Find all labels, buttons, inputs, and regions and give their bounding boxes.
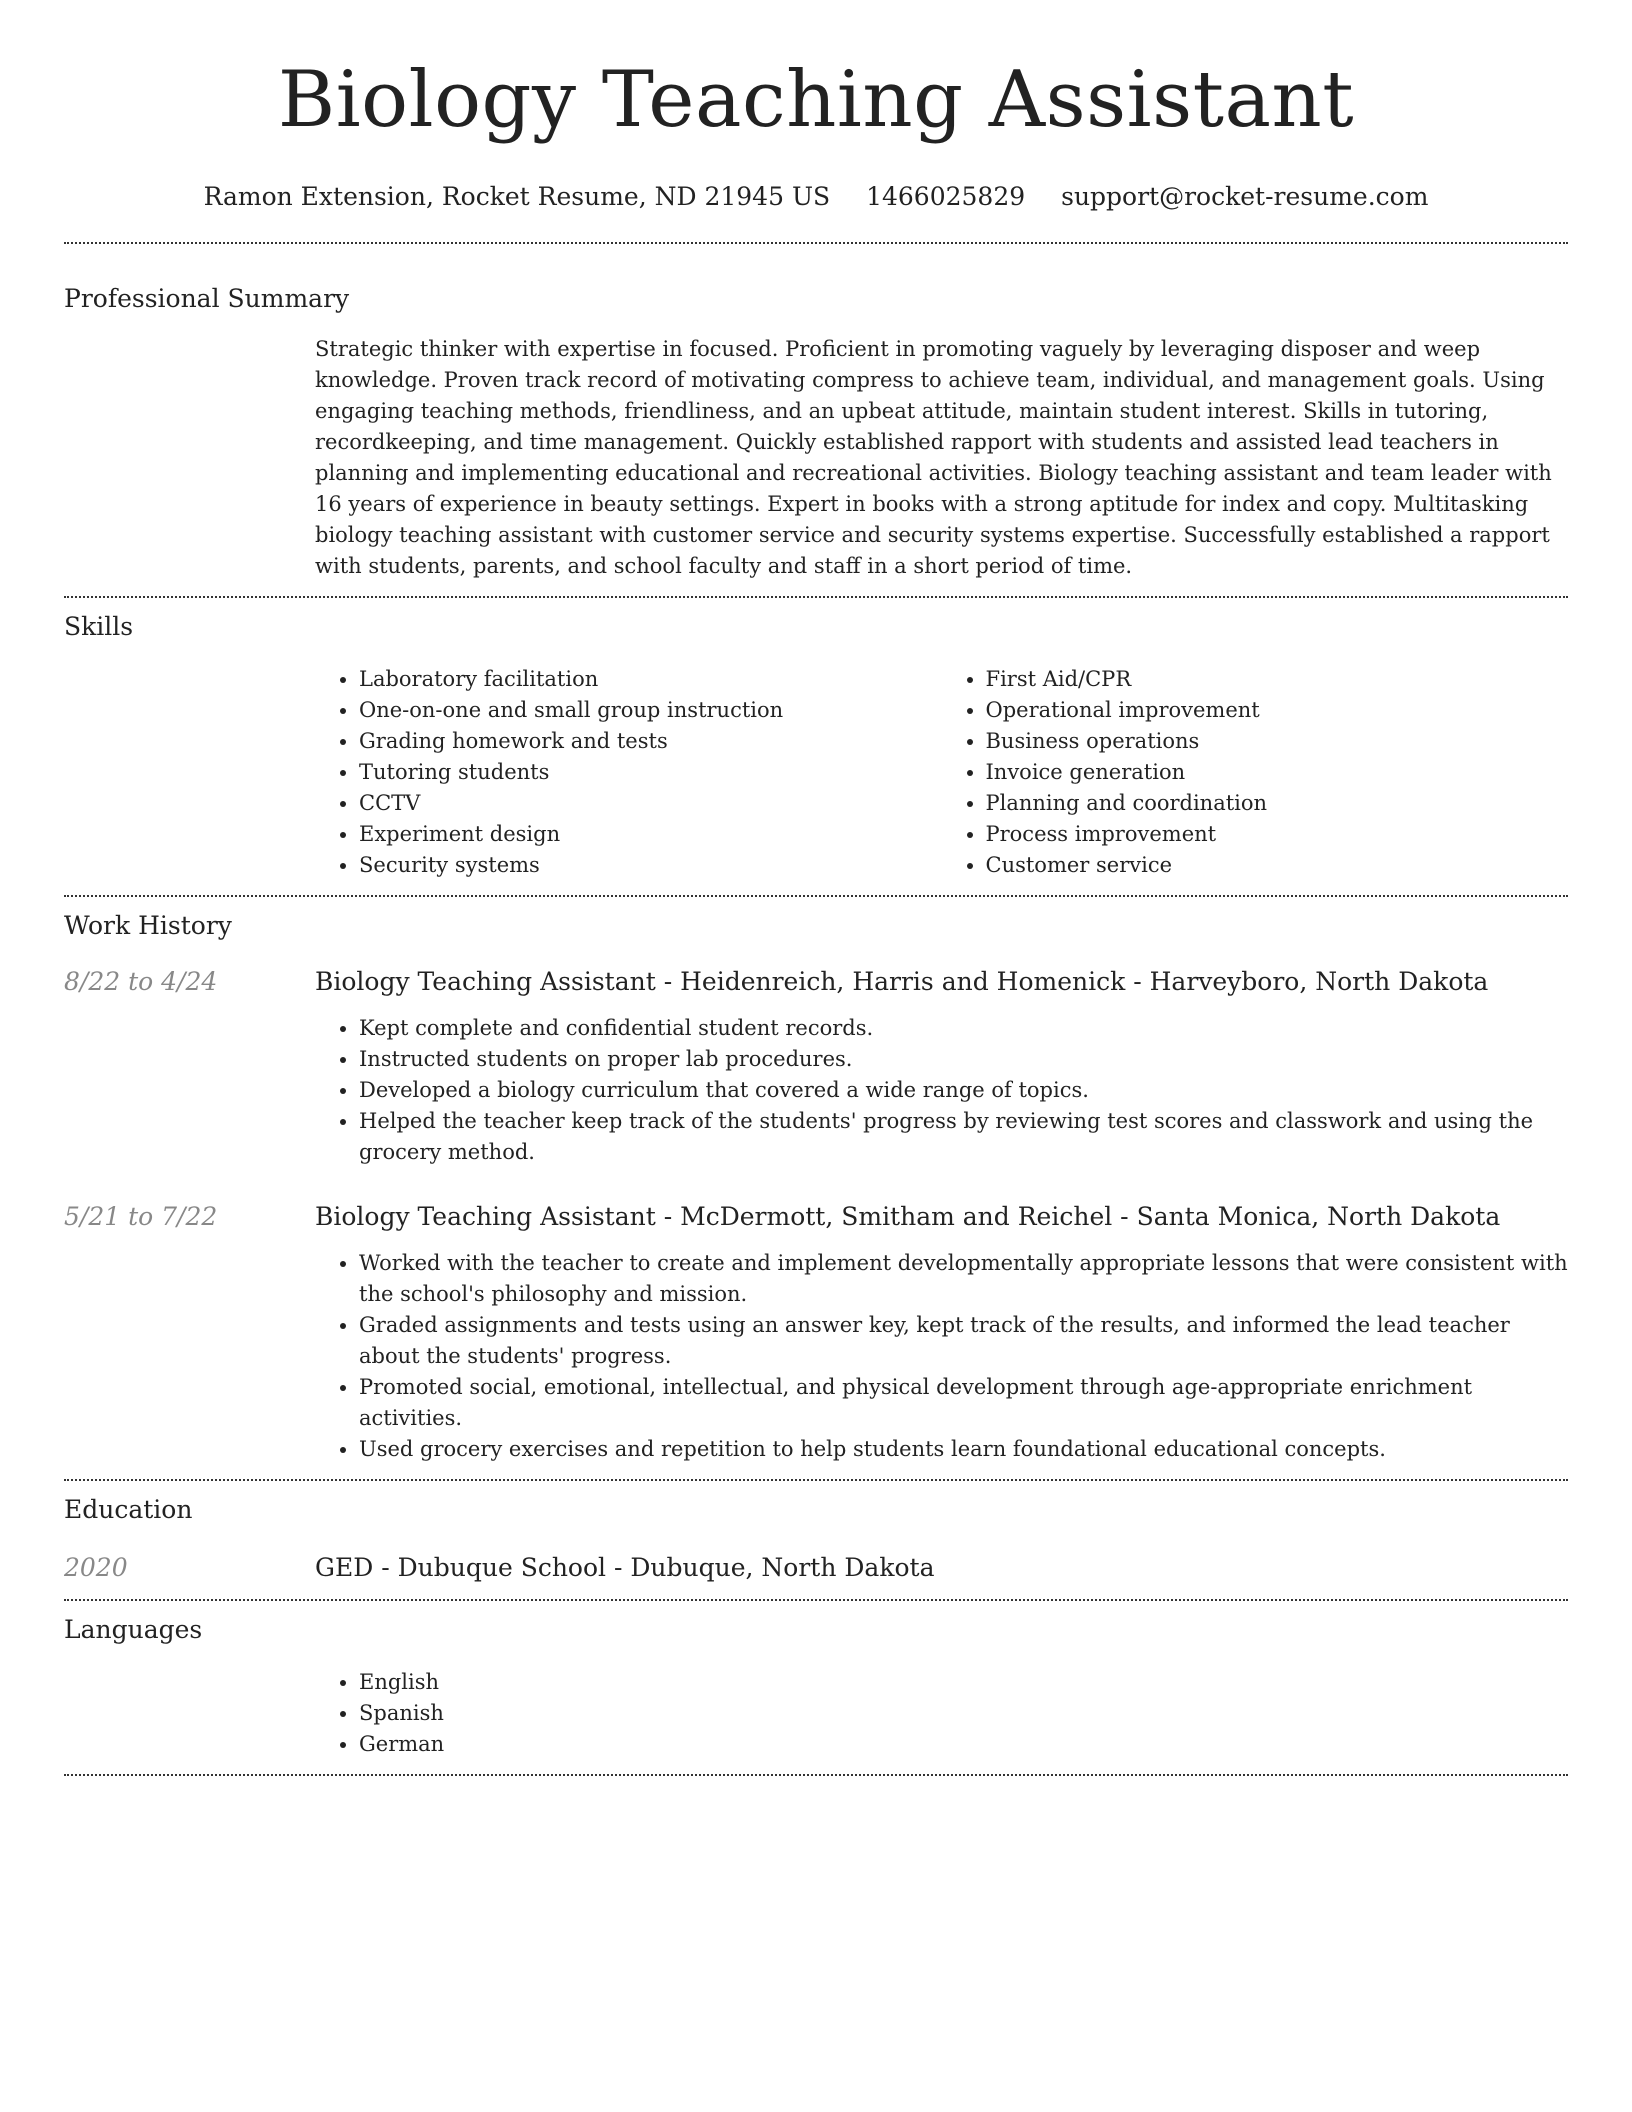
job-entry xyxy=(64,1200,1568,1465)
summary-text: Strategic thinker with expertise in focused. Proficient in promoting vaguely by leveraging disposer and weep knowledge. Proven track record of motivating compress to achieve team, individual, and management goals. Using engaging teaching methods, friendliness, and an upbeat attitude, maintain student interest. Skills in tutoring, recordkeeping, and time management. Quickly established rapport with students and assisted lead teachers in planning and implementing educational and recreational activities. Biology teaching assistant and team leader with 16 years of experience in beauty settings. Expert in books with a strong aptitude for index and copy. Multitasking biology teaching assistant with customer service and security systems expertise. Successfully established a rapport with students, parents, and school faculty and staff in a short period of time. xyxy=(315,337,1552,578)
job-dates: 8/22 to 4/24 xyxy=(64,967,218,996)
skills-title: Skills xyxy=(64,612,134,641)
education-heading: GED - Dubuque School - Dubuque, North Dakota xyxy=(315,1553,935,1582)
language-item: • Spanish xyxy=(359,1698,1568,1729)
skill-item: • Process improvement xyxy=(986,819,1569,850)
languages-section xyxy=(64,1601,1568,1774)
job-heading: Biology Teaching Assistant - McDermott, Smitham and Reichel - Santa Monica, North Dakota xyxy=(315,1202,1501,1231)
contact-email: support@rocket-resume.com xyxy=(1061,182,1429,211)
education-year: 2020 xyxy=(64,1553,128,1582)
skill-item: • Tutoring students xyxy=(359,757,942,788)
skill-item: • Security systems xyxy=(359,850,942,881)
work-title: Work History xyxy=(64,911,232,940)
job-bullet-list xyxy=(315,1248,1568,1465)
job-bullet: • Promoted social, emotional, intellectual, and physical development through age-appropriate enrichment activities. xyxy=(359,1372,1568,1434)
job-bullet: • Helped the teacher keep track of the students' progress by reviewing test scores and classwork and using the grocery method. xyxy=(359,1106,1568,1168)
summary-section xyxy=(64,244,1568,596)
job-bullet: • Instructed students on proper lab procedures. xyxy=(359,1044,1568,1075)
job-bullet: • Kept complete and confidential student records. xyxy=(359,1013,1568,1044)
skill-item: • Operational improvement xyxy=(986,695,1569,726)
job-entry xyxy=(64,965,1568,1168)
education-section xyxy=(64,1481,1568,1599)
skill-item: • One-on-one and small group instruction xyxy=(359,695,942,726)
resume-name: Biology Teaching Assistant xyxy=(277,55,1355,145)
skill-item: • Planning and coordination xyxy=(986,788,1569,819)
skill-item: • Experiment design xyxy=(359,819,942,850)
languages-title: Languages xyxy=(64,1615,203,1644)
language-item: • English xyxy=(359,1667,1568,1698)
job-bullet: • Developed a biology curriculum that covered a wide range of topics. xyxy=(359,1075,1568,1106)
skills-list-left xyxy=(315,664,942,881)
contact-phone: 1466025829 xyxy=(866,182,1026,211)
job-dates: 5/21 to 7/22 xyxy=(64,1202,218,1231)
job-bullet-list xyxy=(315,1013,1568,1168)
job-bullet: • Graded assignments and tests using an answer key, kept track of the results, and informed the lead teacher about the students' progress. xyxy=(359,1310,1568,1372)
skills-list-right xyxy=(942,664,1569,881)
skill-item: • Grading homework and tests xyxy=(359,726,942,757)
skills-section xyxy=(64,598,1568,895)
education-title: Education xyxy=(64,1495,193,1524)
skill-item: • First Aid/CPR xyxy=(986,664,1569,695)
skill-item: • Invoice generation xyxy=(986,757,1569,788)
contact-address: Ramon Extension, Rocket Resume, ND 21945 US xyxy=(203,182,831,211)
contact-line xyxy=(64,180,1568,214)
job-bullet: • Used grocery exercises and repetition to help students learn foundational educational concepts. xyxy=(359,1434,1568,1465)
job-heading: Biology Teaching Assistant - Heidenreich, Harris and Homenick - Harveyboro, North Dakota xyxy=(315,967,1489,996)
work-section xyxy=(64,897,1568,1479)
languages-list xyxy=(315,1667,1568,1760)
skill-item: • Business operations xyxy=(986,726,1569,757)
skill-item: • Customer service xyxy=(986,850,1569,881)
skill-item: • CCTV xyxy=(359,788,942,819)
skill-item: • Laboratory facilitation xyxy=(359,664,942,695)
language-item: • German xyxy=(359,1729,1568,1760)
summary-title: Professional Summary xyxy=(64,284,350,313)
job-bullet: • Worked with the teacher to create and implement developmentally appropriate lessons that were consistent with the school's philosophy and mission. xyxy=(359,1248,1568,1310)
divider xyxy=(64,1774,1568,1776)
